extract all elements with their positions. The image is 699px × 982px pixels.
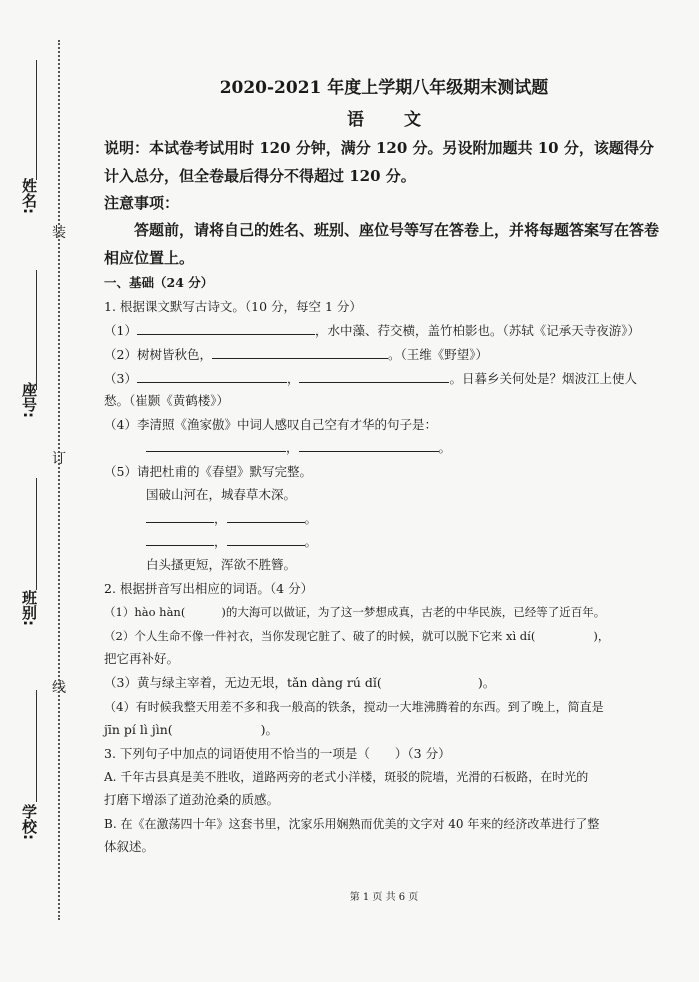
q1-line2-prefix: （2）树树皆秋色， (104, 347, 212, 362)
seal-char-zhuang: 装 (52, 225, 66, 241)
q2-b-end: )， (593, 629, 610, 643)
binding-dotted-line (58, 40, 60, 920)
q2-b-text: （2）个人生命不像一件衬衣，当你发现它脏了、破了的时候，就可以脱下它来 xì dí( (104, 629, 536, 643)
q2-b-cont: 把它再补好。 (104, 651, 180, 666)
poem-end: 。 (304, 511, 318, 526)
q1-line4-end: 。 (438, 440, 452, 455)
answer-blank[interactable] (137, 368, 287, 383)
answer-blank[interactable] (146, 437, 286, 452)
q2-a-prefix: （1）hào hàn( (104, 605, 186, 619)
answer-blank[interactable] (299, 437, 439, 452)
q3-option-b-cont: 体叙述。 (104, 839, 155, 854)
subject-title: 语文 (347, 110, 461, 130)
q1-line2-suffix: 。（王维《野望》） (387, 347, 488, 362)
q2-d-cont-text: jīn pí lì jìn( (104, 722, 173, 737)
seat-label: 座号: (20, 382, 38, 418)
exam-title: 2020-2021 年度上学期八年级期末测试题 (219, 78, 549, 98)
q1-line3-prefix: （3） (104, 371, 137, 386)
q1-line2 (104, 344, 659, 366)
q1-line1 (104, 320, 659, 342)
class-blank-line (36, 478, 37, 590)
answer-blank[interactable] (146, 508, 214, 523)
q2-c-prefix: （3）黄与绿主宰着，无边无垠，tǎn dàng rú dǐ( (104, 675, 382, 690)
q3-option-a-cont: 打磨下增添了道劲沧桑的质感。 (104, 792, 280, 807)
class-label: 班别: (20, 590, 38, 626)
answer-blank[interactable] (212, 344, 388, 359)
attention-text: 答题前，请将自己的姓名、班别、座位号等写在答卷上，并将每题答案写在答卷相应位置上。 (104, 221, 660, 267)
name-label: 姓名: (20, 178, 38, 214)
q1-line1-suffix: ，水中藻、荇交横，盖竹柏影也。（苏轼《记承天寺夜游》） (314, 323, 640, 338)
q1-line3-suffix: 。日暮乡关何处是？烟波江上使人 (449, 371, 637, 386)
q2-item-d: （4）有时候我整天用差不多和我一般高的铁条，搅动一大堆沸腾着的东西。到了晚上，简直是 (104, 700, 604, 714)
name-blank-line (36, 60, 37, 180)
q2-item-c (104, 672, 659, 694)
answer-blank[interactable] (137, 320, 315, 335)
q1-line1-prefix: （1） (104, 323, 137, 338)
q2-item-b (104, 625, 659, 647)
q2-item-a (104, 601, 659, 623)
q1-line4: （4）李清照《渔家傲》中词人感叹自己空有才华的句子是： (104, 417, 437, 432)
q1-line5: （5）请把杜甫的《春望》默写完整。 (104, 464, 312, 479)
school-label: 学校: (20, 804, 38, 840)
poem-end: 。 (304, 534, 318, 549)
seal-char-ding: 订 (52, 451, 66, 467)
q2-d-end: )。 (260, 722, 279, 737)
q1-line3-mid: ， (286, 371, 300, 386)
answer-blank[interactable] (146, 531, 214, 546)
q3-option-b: B. 在《在激荡四十年》这套书里，沈家乐用娴熟而优美的文字对 40 年来的经济改革进行了整 (104, 817, 600, 831)
answer-blank[interactable] (227, 508, 305, 523)
q1-line3-cont: 愁。（崔颢《黄鹤楼》） (104, 393, 230, 408)
q2-a-suffix: )的大海可以做证，为了这一梦想成真，古老的中华民族，已经等了近百年。 (221, 605, 606, 619)
q3-option-a: A. 千年古县真是美不胜收，道路两旁的老式小洋楼，斑驳的院墙，光滑的石板路，在时光的 (104, 770, 589, 784)
answer-blank[interactable] (299, 368, 449, 383)
answer-blank[interactable] (227, 531, 305, 546)
poem-sep: ， (214, 511, 227, 526)
exam-note: 说明：本试卷考试用时 120 分钟，满分 120 分。另设附加题共 10 分，该题得分计入总分，但全卷最后得分不得超过 120 分。 (104, 139, 654, 185)
poem-line-1: 国破山河在，城春草木深。 (146, 487, 297, 502)
section1-heading: 一、基础（24 分） (104, 275, 214, 290)
q1-line4-blanks (104, 437, 699, 459)
attention-heading: 注意事项： (104, 194, 180, 212)
page-number: 第 1 页 共 6 页 (349, 892, 419, 903)
seal-char-xian: 线 (52, 680, 66, 696)
q2-d-cont (104, 719, 659, 741)
q1-stem: 1. 根据课文默写古诗文。（10 分，每空 1 分） (104, 299, 362, 314)
poem-blanks-2 (104, 531, 699, 553)
poem-blanks-1 (104, 508, 699, 530)
q3-stem: 3. 下列句子中加点的词语使用不恰当的一项是（ ）（3 分） (104, 746, 451, 761)
school-blank-line (36, 690, 37, 802)
q1-line3 (104, 368, 659, 390)
seat-blank-line (36, 270, 37, 390)
q1-line4-mid: ， (286, 440, 299, 455)
q2-c-end: )。 (477, 675, 496, 690)
poem-sep: ， (214, 534, 227, 549)
q2-stem: 2. 根据拼音写出相应的词语。（4 分） (104, 581, 314, 596)
poem-line-last: 白头搔更短，浑欲不胜簪。 (146, 557, 297, 572)
